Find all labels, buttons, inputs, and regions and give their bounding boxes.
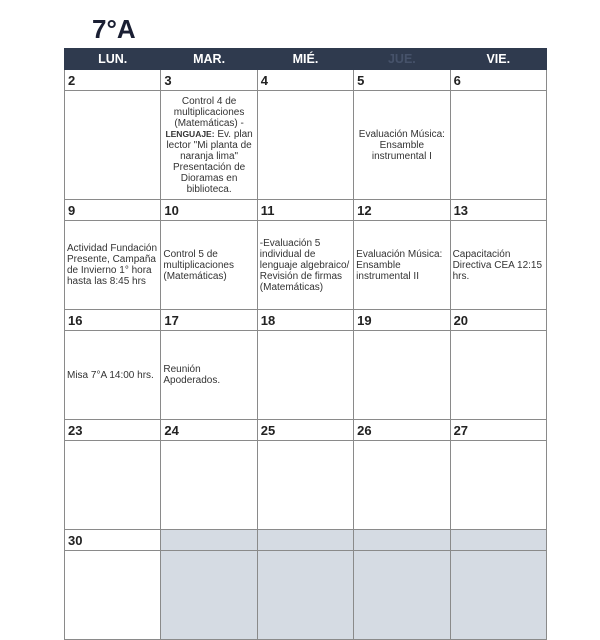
week-4-event-row — [65, 441, 547, 530]
day-number: 17 — [161, 310, 257, 331]
week-3-event-row — [65, 331, 547, 420]
event-cell — [161, 441, 257, 530]
event-cell: Reunión Apoderados. — [161, 331, 257, 420]
week-1-number-row — [65, 70, 547, 91]
day-number: 3 — [161, 70, 257, 91]
day-number: 9 — [65, 200, 161, 221]
day-number: 20 — [450, 310, 546, 331]
day-number: 27 — [450, 420, 546, 441]
day-number: 19 — [354, 310, 450, 331]
week-1-event-row — [65, 91, 547, 200]
event-cell: -Evaluación 5 individual de lenguaje algebraico/ Revisión de firmas (Matemáticas) — [257, 221, 353, 310]
event-cell — [450, 441, 546, 530]
event-cell — [354, 441, 450, 530]
day-number: 25 — [257, 420, 353, 441]
event-cell — [65, 441, 161, 530]
week-2-event-row — [65, 221, 547, 310]
day-number: 12 — [354, 200, 450, 221]
week-5-number-row — [65, 530, 547, 551]
event-cell: Actividad Fundación Presente, Campaña de Invierno 1° hora hasta las 8:45 hrs — [65, 221, 161, 310]
event-cell: Misa 7°A 14:00 hrs. — [65, 331, 161, 420]
day-number: 16 — [65, 310, 161, 331]
event-cell-empty — [450, 551, 546, 640]
day-number: 10 — [161, 200, 257, 221]
event-cell — [257, 331, 353, 420]
event-text: Ev. plan lector "Mi planta de naranja lima" Presentación de Dioramas en biblioteca. — [166, 128, 253, 195]
weekday-header-row — [65, 49, 547, 70]
calendar — [64, 48, 547, 640]
day-header-mon: LUN. — [65, 49, 161, 70]
day-header-thu: JUE. — [354, 49, 450, 70]
day-number: 2 — [65, 70, 161, 91]
event-cell-tue — [161, 91, 257, 200]
event-cell: Capacitación Directiva CEA 12:15 hrs. — [450, 221, 546, 310]
event-cell — [450, 91, 546, 200]
day-number: 24 — [161, 420, 257, 441]
day-number: 4 — [257, 70, 353, 91]
day-header-fri: VIE. — [450, 49, 546, 70]
event-cell: Evaluación Música: Ensamble instrumental I — [354, 91, 450, 200]
event-cell: Evaluación Música: Ensamble instrumental II — [354, 221, 450, 310]
week-4-number-row — [65, 420, 547, 441]
day-number-empty — [354, 530, 450, 551]
day-number-empty — [161, 530, 257, 551]
event-cell — [354, 331, 450, 420]
event-text: Control 4 de multiplicaciones (Matemáticas) - — [173, 95, 245, 129]
event-cell — [257, 441, 353, 530]
day-number: 26 — [354, 420, 450, 441]
day-number: 6 — [450, 70, 546, 91]
day-number-empty — [450, 530, 546, 551]
subject-label: LENGUAJE: — [165, 128, 215, 139]
event-cell — [65, 551, 161, 640]
day-number: 11 — [257, 200, 353, 221]
calendar-table — [64, 48, 547, 640]
day-header-tue: MAR. — [161, 49, 257, 70]
event-cell: Control 5 de multiplicaciones (Matemáticas) — [161, 221, 257, 310]
day-number: 30 — [65, 530, 161, 551]
week-3-number-row — [65, 310, 547, 331]
day-number: 18 — [257, 310, 353, 331]
day-number: 13 — [450, 200, 546, 221]
day-number: 23 — [65, 420, 161, 441]
event-cell-empty — [354, 551, 450, 640]
week-5-event-row — [65, 551, 547, 640]
page-title: 7°A — [92, 14, 136, 44]
event-cell-empty — [161, 551, 257, 640]
event-cell — [450, 331, 546, 420]
event-cell-empty — [257, 551, 353, 640]
week-2-number-row — [65, 200, 547, 221]
day-header-wed: MIÉ. — [257, 49, 353, 70]
event-cell — [65, 91, 161, 200]
event-cell — [257, 91, 353, 200]
day-number: 5 — [354, 70, 450, 91]
day-number-empty — [257, 530, 353, 551]
